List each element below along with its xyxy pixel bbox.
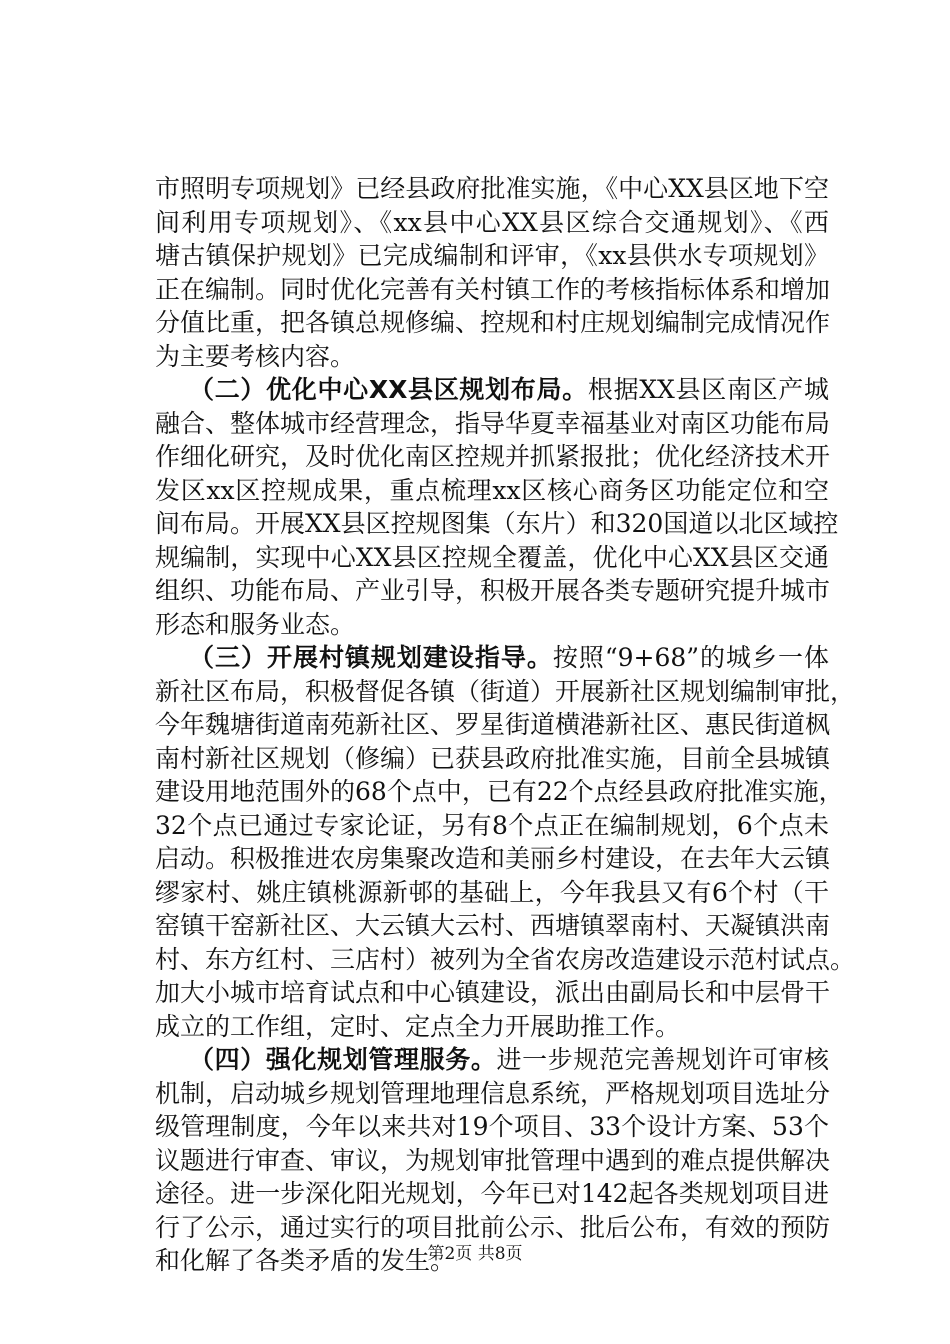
- text-line: 今年魏塘街道南苑新社区、罗星街道横港新社区、惠民街道枫: [155, 710, 831, 739]
- section-lead-text: 按照“9+68”的城乡一体: [552, 643, 829, 672]
- text-line: 为主要考核内容。: [155, 341, 356, 371]
- text-line: 启动。积极推进农房集聚改造和美丽乡村建设，在去年大云镇: [155, 844, 831, 873]
- text-line: 和化解了各类矛盾的发生。: [155, 1246, 456, 1275]
- text-line: 市照明专项规划》已经县政府批准实施，《中心XX县区地下空: [155, 174, 829, 203]
- text-line: 窑镇干窑新社区、大云镇大云村、西塘镇翠南村、天凝镇洪南: [155, 911, 831, 940]
- text-line: 成立的工作组，定时、定点全力开展助推工作。: [155, 1011, 681, 1041]
- paragraph-section-3: [155, 641, 856, 1043]
- text-line: 发区xx区控规成果，重点梳理xx区核心商务区功能定位和空: [155, 475, 829, 505]
- text-line: 级管理制度，今年以来共对19个项目、33个设计方案、53个: [155, 1112, 829, 1141]
- text-line: 融合、整体城市经营理念，指导华夏幸福基业对南区功能布局: [155, 408, 831, 438]
- section-first-line: [155, 1043, 829, 1077]
- text-line: 间布局。开展XX县区控规图集（东片）和320国道以北区域控: [155, 509, 839, 538]
- section-first-line: [155, 373, 829, 407]
- text-line: 作细化研究，及时优化南区控规并抓紧报批；优化经济技术开: [155, 442, 831, 471]
- text-line: 途径。进一步深化阳光规划，今年已对142起各类规划项目进: [155, 1179, 829, 1208]
- text-line: 缪家村、姚庄镇桃源新邨的基础上，今年我县又有6个村（干: [155, 877, 829, 907]
- text-line: 加大小城市培育试点和中心镇建设，派出由副局长和中层骨干: [155, 978, 831, 1007]
- text-line: 建设用地范围外的68个点中，已有22个点经县政府批准实施，: [155, 777, 844, 806]
- page-number-footer: 第2页 共8页: [427, 1244, 523, 1264]
- text-line: 组织、功能布局、产业引导，积极开展各类专题研究提升城市: [155, 576, 831, 605]
- paragraph-section-2: [155, 373, 839, 641]
- text-line: 议题进行审查、审议，为规划审批管理中遇到的难点提供解决: [155, 1145, 831, 1175]
- section-heading: （三）开展村镇规划建设指导。: [189, 643, 553, 672]
- text-line: 塘古镇保护规划》已完成编制和评审，《xx县供水专项规划》: [155, 241, 829, 270]
- section-heading: （二）优化中心XX县区规划布局。: [189, 375, 588, 404]
- section-first-line: [155, 641, 829, 675]
- text-line: 形态和服务业态。: [155, 609, 356, 639]
- section-lead-text: 进一步规范完善规划许可审核: [496, 1045, 829, 1074]
- text-line: 32个点已通过专家论证，另有8个点正在编制规划，6个点未: [155, 810, 829, 840]
- text-line: 机制，启动城乡规划管理地理信息系统，严格规划项目选址分: [155, 1078, 831, 1108]
- text-line: 行了公示，通过实行的项目批前公示、批后公布，有效的预防: [155, 1212, 831, 1242]
- paragraph-plan-status: [155, 172, 829, 373]
- section-heading: （四）强化规划管理服务。: [189, 1045, 497, 1074]
- text-line: 村、东方红村、三店村）被列为全省农房改造建设示范村试点。: [155, 944, 856, 974]
- text-line: 规编制，实现中心XX县区控规全覆盖，优化中心XX县区交通: [155, 542, 829, 572]
- text-line: 间利用专项规划》、《xx县中心XX县区综合交通规划》、《西: [155, 207, 829, 237]
- document-body: [155, 172, 856, 1278]
- text-line: 正在编制。同时优化完善有关村镇工作的考核指标体系和增加: [155, 274, 831, 304]
- text-line: 南村新社区规划（修编）已获县政府批准实施，目前全县城镇: [155, 743, 831, 773]
- section-lead-text: 根据XX县区南区产城: [587, 375, 829, 404]
- text-line: 新社区布局，积极督促各镇（街道）开展新社区规划编制审批，: [155, 676, 856, 706]
- text-line: 分值比重，把各镇总规修编、控规和村庄规划编制完成情况作: [155, 308, 831, 337]
